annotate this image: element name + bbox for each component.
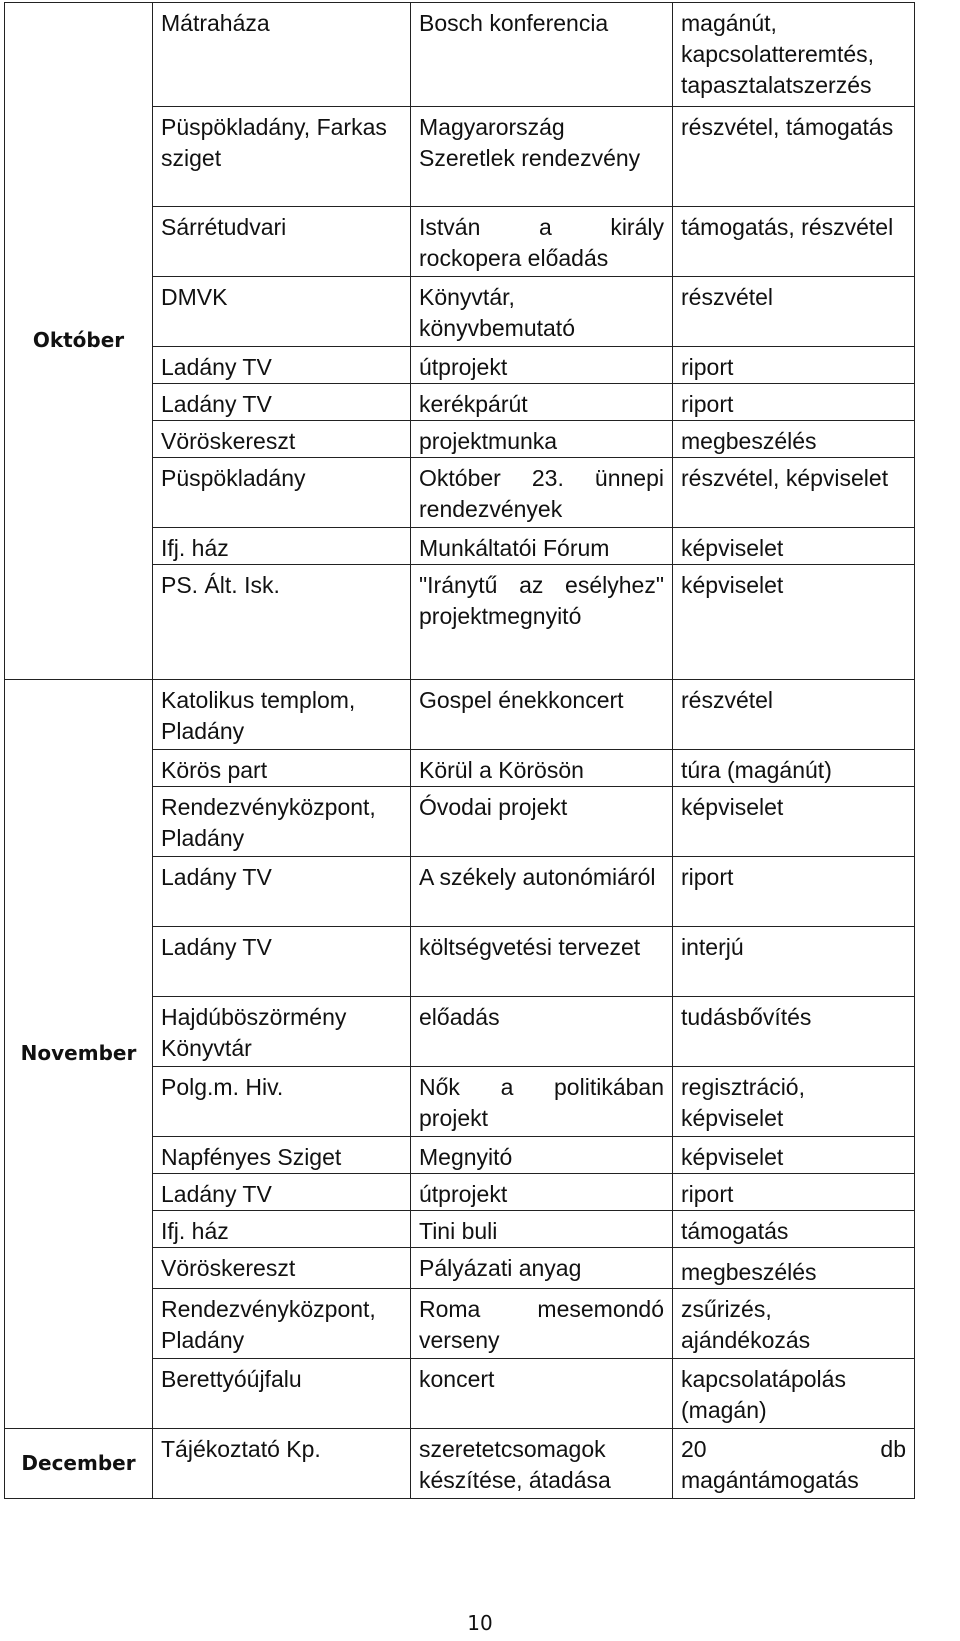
role-cell: 20 db magántámogatás — [673, 1428, 915, 1498]
place-cell: Ladány TV — [153, 384, 411, 421]
page-number: 10 — [467, 1611, 493, 1635]
place-cell: Püspökladány — [153, 458, 411, 528]
event-cell: kerékpárút — [411, 384, 673, 421]
event-cell: Óvodai projekt — [411, 786, 673, 856]
role-cell: képviselet — [673, 1136, 915, 1173]
event-cell: Munkáltatói Fórum — [411, 528, 673, 565]
role-cell: riport — [673, 384, 915, 421]
event-cell: István a király rockopera előadás — [411, 207, 673, 277]
event-cell: Körül a Körösön — [411, 749, 673, 786]
event-cell: előadás — [411, 996, 673, 1066]
place-cell: Ifj. ház — [153, 528, 411, 565]
role-cell: megbeszélés — [673, 421, 915, 458]
place-cell: DMVK — [153, 277, 411, 347]
event-cell: "Iránytű az esélyhez" projektmegnyitó — [411, 565, 673, 635]
place-cell: Ladány TV — [153, 926, 411, 996]
role-cell: zsűrizés, ajándékozás — [673, 1288, 915, 1358]
role-cell: kapcsolatápolás (magán) — [673, 1358, 915, 1428]
event-cell: koncert — [411, 1358, 673, 1428]
event-cell: költségvetési tervezet — [411, 926, 673, 996]
event-cell: szeretetcsomagok készítése, átadása — [411, 1428, 673, 1498]
place-cell: Vöröskereszt — [153, 421, 411, 458]
event-cell: Roma mesemondó verseny — [411, 1288, 673, 1358]
month-december: December — [5, 1428, 153, 1498]
place-cell: Hajdúböszörmény Könyvtár — [153, 996, 411, 1066]
role-cell: képviselet — [673, 528, 915, 565]
role-cell: részvétel — [673, 679, 915, 749]
event-cell: projektmunka — [411, 421, 673, 458]
place-cell: Rendezvényközpont, Pladány — [153, 786, 411, 856]
event-cell: Pályázati anyag — [411, 1247, 673, 1288]
activity-table — [4, 2, 915, 1499]
table-row — [5, 3, 915, 107]
place-cell: Napfényes Sziget — [153, 1136, 411, 1173]
event-cell: Nők a politikában projekt — [411, 1066, 673, 1136]
role-cell: riport — [673, 347, 915, 384]
role-cell: tudásbővítés — [673, 996, 915, 1066]
place-cell: Vöröskereszt — [153, 1247, 411, 1288]
place-cell: PS. Ált. Isk. — [153, 565, 411, 635]
place-cell: Ladány TV — [153, 347, 411, 384]
role-cell: megbeszélés — [673, 1247, 915, 1288]
role-cell: riport — [673, 856, 915, 926]
event-cell: útprojekt — [411, 347, 673, 384]
month-november: November — [5, 679, 153, 1428]
place-cell: Sárrétudvari — [153, 207, 411, 277]
role-cell: részvétel, támogatás — [673, 107, 915, 207]
place-cell: Körös part — [153, 749, 411, 786]
table-row — [5, 679, 915, 749]
place-cell: Katolikus templom, Pladány — [153, 679, 411, 749]
event-cell: Bosch konferencia — [411, 3, 673, 107]
place-cell: Püspökladány, Farkas sziget — [153, 107, 411, 207]
event-cell: Tini buli — [411, 1210, 673, 1247]
role-cell: képviselet — [673, 786, 915, 856]
event-cell: Megnyitó — [411, 1136, 673, 1173]
place-cell: Ladány TV — [153, 1173, 411, 1210]
month-october: Október — [5, 3, 153, 680]
place-cell: Mátraháza — [153, 3, 411, 107]
table-row — [5, 1428, 915, 1498]
event-cell: útprojekt — [411, 1173, 673, 1210]
role-cell: regisztráció, képviselet — [673, 1066, 915, 1136]
role-cell: részvétel, képviselet — [673, 458, 915, 528]
event-cell: Magyarország Szeretlek rendezvény — [411, 107, 673, 207]
role-cell: képviselet — [673, 565, 915, 635]
role-cell: részvétel — [673, 277, 915, 347]
event-cell: Könyvtár, könyvbemutató — [411, 277, 673, 347]
place-cell: Berettyóújfalu — [153, 1358, 411, 1428]
event-cell: A székely autonómiáról — [411, 856, 673, 926]
role-cell: túra (magánút) — [673, 749, 915, 786]
role-cell: támogatás, részvétel — [673, 207, 915, 277]
place-cell: Ifj. ház — [153, 1210, 411, 1247]
event-cell: Október 23. ünnepi rendezvények — [411, 458, 673, 528]
place-cell: Ladány TV — [153, 856, 411, 926]
role-cell: interjú — [673, 926, 915, 996]
place-cell: Rendezvényközpont, Pladány — [153, 1288, 411, 1358]
role-cell: támogatás — [673, 1210, 915, 1247]
role-cell: magánút, kapcsolatteremtés, tapasztalatszerzés — [673, 3, 915, 107]
event-cell: Gospel énekkoncert — [411, 679, 673, 749]
place-cell: Tájékoztató Kp. — [153, 1428, 411, 1498]
role-cell: riport — [673, 1173, 915, 1210]
place-cell: Polg.m. Hiv. — [153, 1066, 411, 1136]
